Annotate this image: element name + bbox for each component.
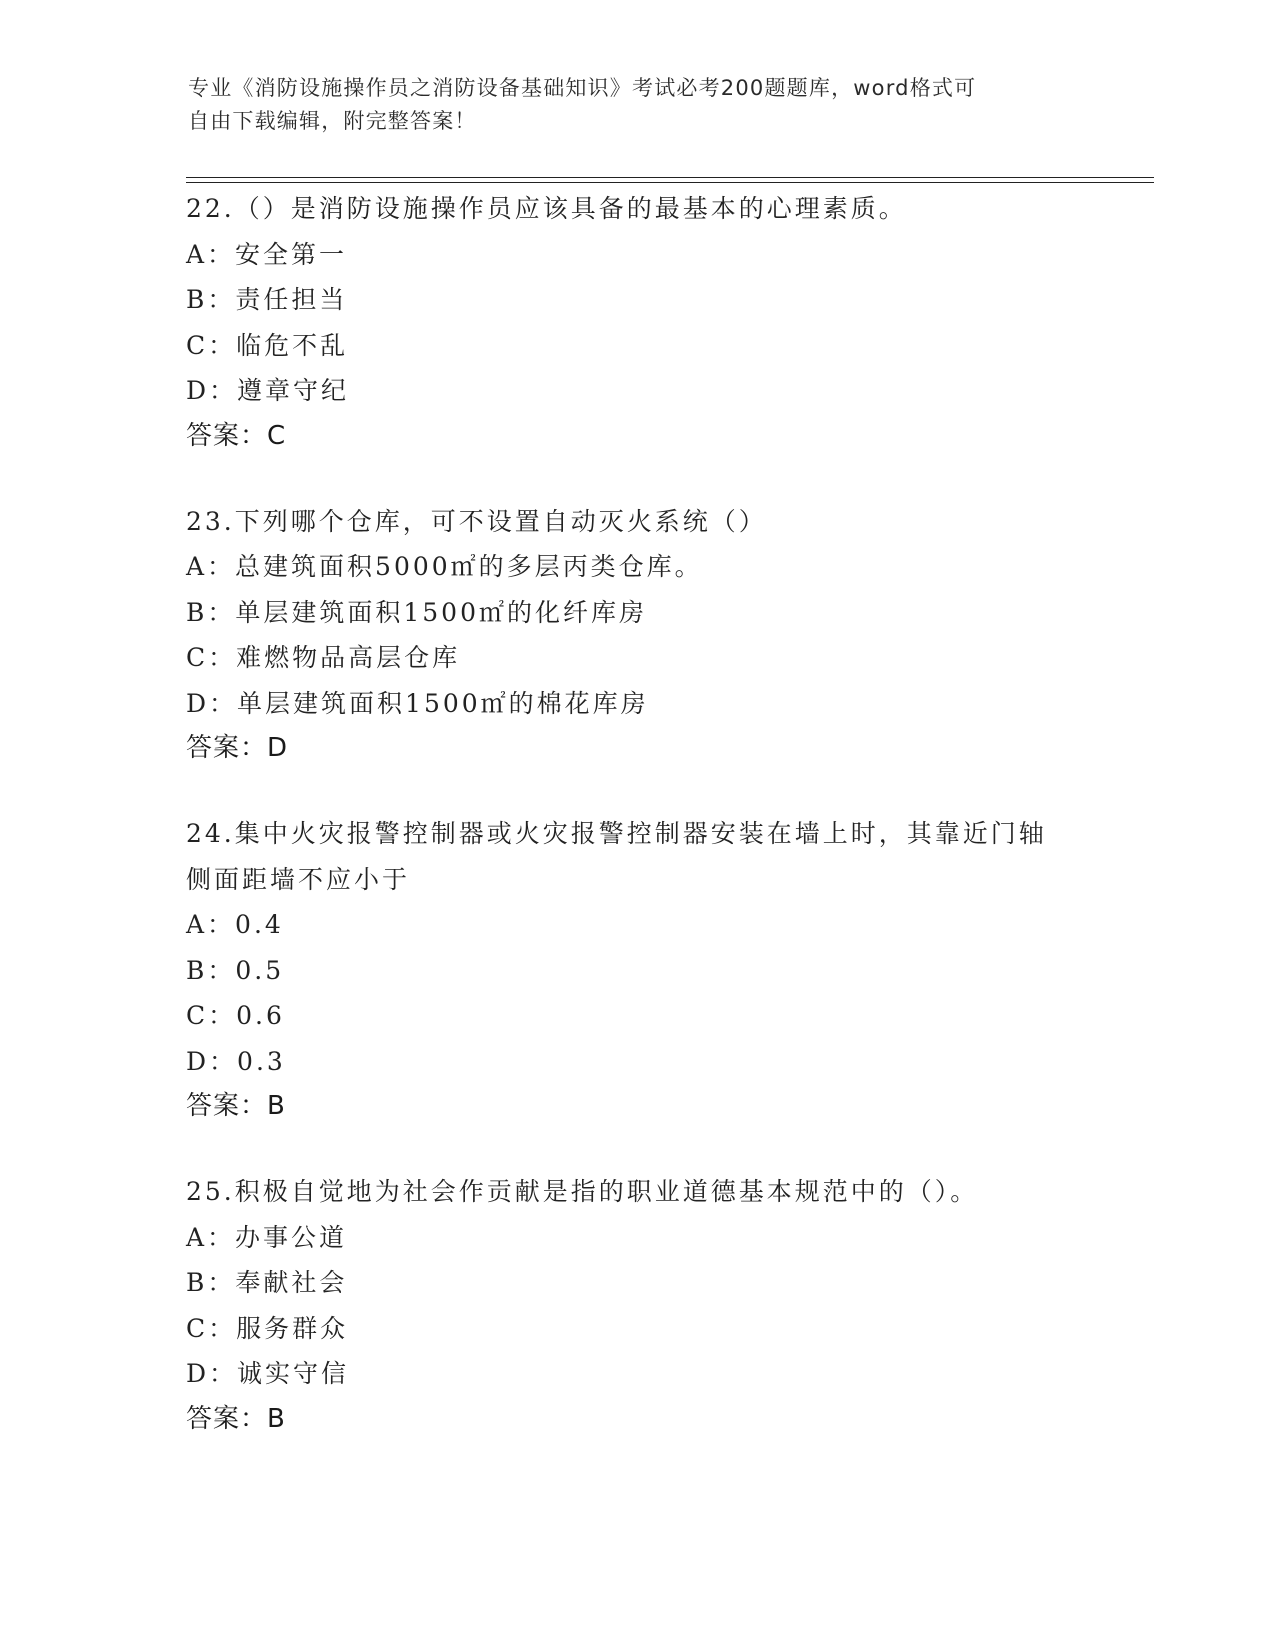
answer-value: C <box>267 420 287 451</box>
question-stem: 22.（）是消防设施操作员应该具备的最基本的心理素质。 <box>186 194 907 223</box>
question-22 <box>186 186 1086 459</box>
option-a: A：0.4 <box>186 910 284 939</box>
question-stem: 25.积极自觉地为社会作贡献是指的职业道德基本规范中的（）。 <box>186 1177 979 1206</box>
answer-line <box>186 1397 1086 1442</box>
option-b: B：单层建筑面积1500㎡的化纤库房 <box>186 597 647 627</box>
option-a: A：安全第一 <box>186 239 348 269</box>
option-c: C：难燃物品高层仓库 <box>186 643 461 672</box>
option-b: B：责任担当 <box>186 285 348 314</box>
answer-value: D <box>267 733 289 763</box>
answer-line <box>186 1084 1086 1129</box>
option-b: B：0.5 <box>186 955 285 985</box>
answer-value: B <box>267 1403 286 1434</box>
option-c: C：服务群众 <box>186 1313 349 1343</box>
option-d: D：单层建筑面积1500㎡的棉花库房 <box>186 688 649 718</box>
answer-label: 答案： <box>186 1403 268 1434</box>
option-c: C：临危不乱 <box>186 330 349 360</box>
option-d: D：遵章守纪 <box>186 376 350 405</box>
document-header <box>188 72 1068 138</box>
header-divider-bottom <box>186 182 1154 183</box>
header-divider-top <box>186 177 1154 178</box>
option-b: B：奉献社会 <box>186 1268 348 1297</box>
answer-label: 答案： <box>186 420 268 451</box>
answer-line <box>186 726 1086 771</box>
option-a: A：总建筑面积5000㎡的多层丙类仓库。 <box>186 552 703 581</box>
header-line-1: 专业《消防设施操作员之消防设备基础知识》考试必考200题题库，word格式可 <box>188 76 977 100</box>
question-stem: 23.下列哪个仓库，可不设置自动灭火系统（） <box>186 506 767 536</box>
question-list <box>186 186 1086 1482</box>
answer-value: B <box>267 1091 286 1121</box>
question-stem-line-2: 侧面距墙不应小于 <box>186 864 411 894</box>
question-stem-line-1: 24.集中火灾报警控制器或火灾报警控制器安装在墙上时，其靠近门轴 <box>186 819 1047 848</box>
option-d: D：0.3 <box>186 1046 286 1076</box>
option-d: D：诚实守信 <box>186 1359 350 1388</box>
answer-label: 答案： <box>186 1091 268 1121</box>
option-a: A：办事公道 <box>186 1222 348 1252</box>
header-line-2: 自由下载编辑，附完整答案！ <box>188 109 477 133</box>
question-24 <box>186 811 1086 1129</box>
question-23 <box>186 499 1086 772</box>
answer-line <box>186 414 1086 459</box>
answer-label: 答案： <box>186 733 268 763</box>
option-c: C：0.6 <box>186 1001 285 1030</box>
question-25 <box>186 1169 1086 1442</box>
